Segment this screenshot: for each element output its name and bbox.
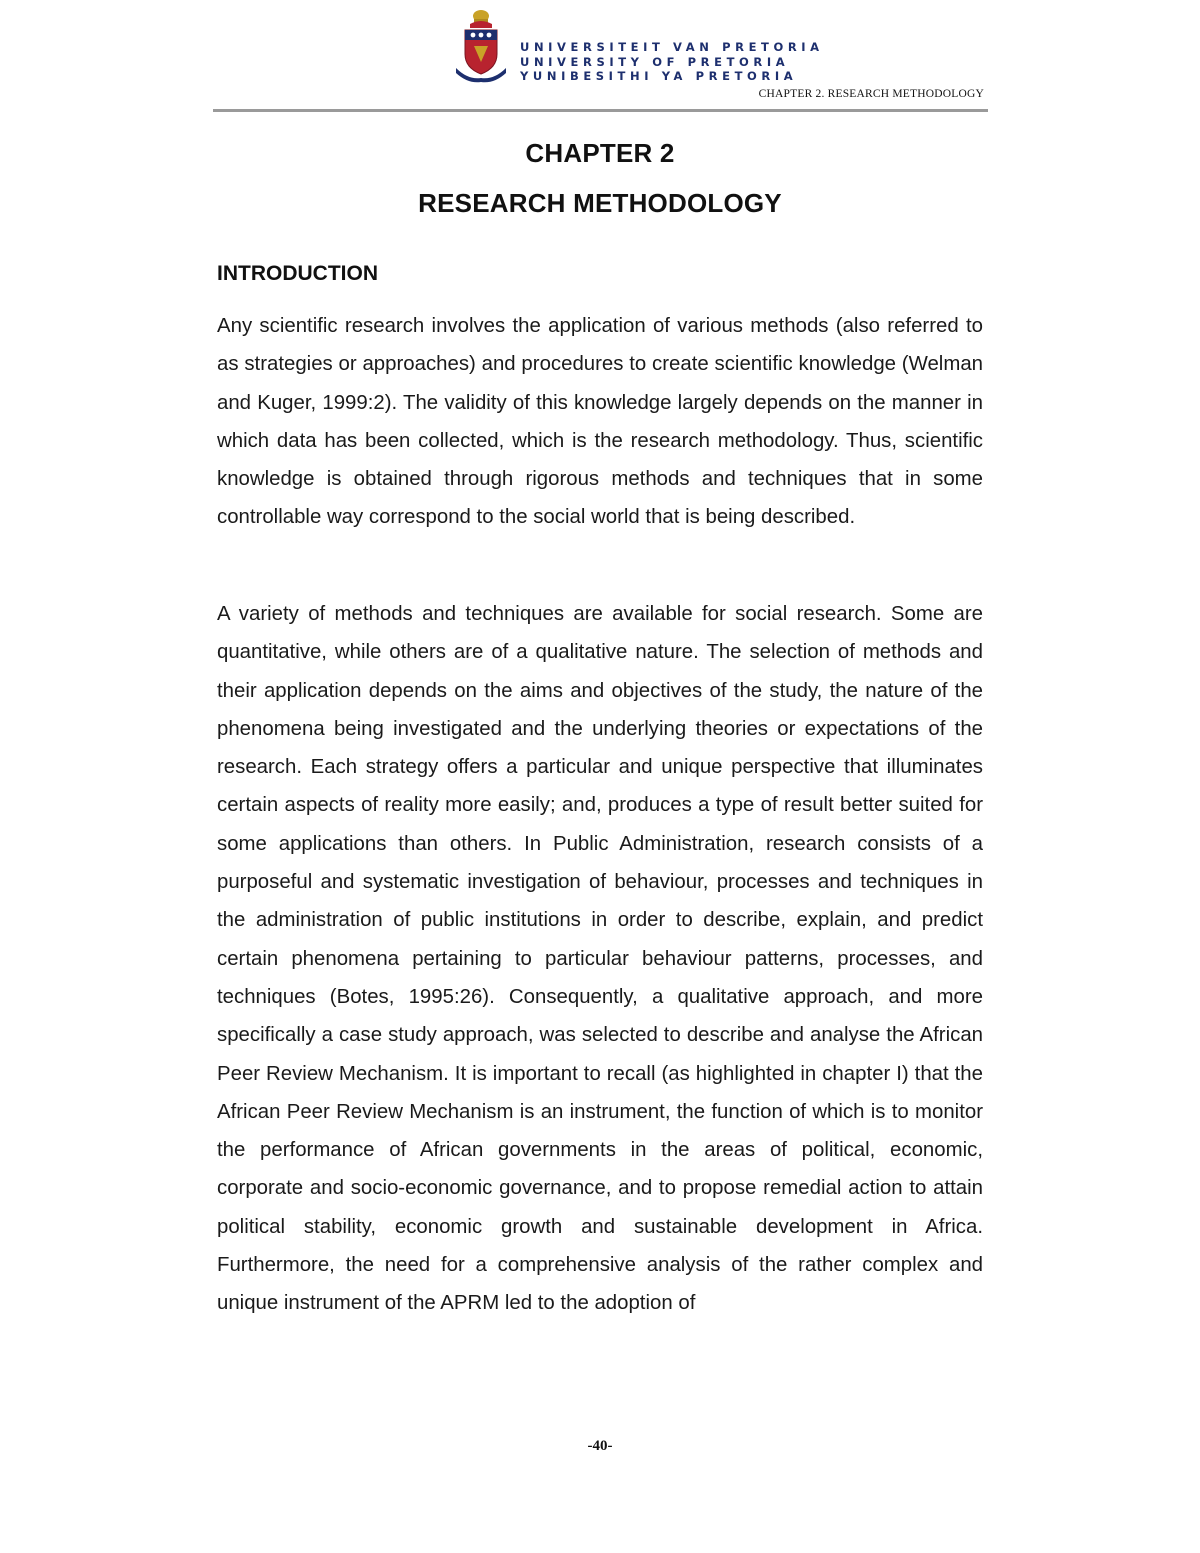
university-name-afrikaans: UNIVERSITEIT VAN PRETORIA — [520, 40, 824, 54]
body-paragraph: A variety of methods and techniques are available for social research. Some are quantitative, while others are of a qualitative nature. The selection of methods and their application depends on the aims and objectives of the study, the nature of the phenomena being investigated and the underlying theories or expectations of the research. Each strategy offers a particular and unique perspective that illuminates certain aspects of reality more easily; and, produces a type of result better suited for some applications than others. In Public Administration, research consists of a purposeful and systematic investigation of behaviour, processes and techniques in the administration of public institutions in order to describe, explain, and predict certain phenomena pertaining to particular behaviour patterns, processes, and techniques (Botes, 1995:26). Consequently, a qualitative approach, and more specifically a case study approach, was selected to describe and analyse the African Peer Review Mechanism. It is important to recall (as highlighted in chapter I) that the African Peer Review Mechanism is an instrument, the function of which is to monitor the performance of African governments in the areas of political, economic, corporate and socio-economic governance, and to propose remedial action to attain political stability, economic growth and sustainable development in Africa. Furthermore, the need for a comprehensive analysis of the rather complex and unique instrument of the APRM led to the adoption of — [217, 603, 983, 1315]
university-crest-icon — [452, 6, 510, 84]
header-divider — [213, 109, 988, 112]
university-name-english: UNIVERSITY OF PRETORIA — [520, 54, 790, 69]
running-head: CHAPTER 2. RESEARCH METHODOLOGY — [758, 88, 984, 100]
section-heading: INTRODUCTION — [217, 262, 378, 285]
page-number: -40- — [587, 1438, 613, 1454]
body-paragraph: Any scientific research involves the application of various methods (also referred to as strategies or approaches) and procedures to create scientific knowledge (Welman and Kuger, 1999:2). The validity of this knowledge largely depends on the manner in which data has been collected, which is the research methodology. Thus, scientific knowledge is obtained through rigorous methods and techniques that in some controllable way correspond to the social world that is being described. — [217, 315, 983, 529]
chapter-number: CHAPTER 2 — [525, 138, 675, 168]
university-name-sepedi: YUNIBESITHI YA PRETORIA — [520, 69, 798, 83]
chapter-title: RESEARCH METHODOLOGY — [418, 188, 782, 218]
page-header — [0, 0, 1200, 120]
university-names — [520, 40, 824, 84]
